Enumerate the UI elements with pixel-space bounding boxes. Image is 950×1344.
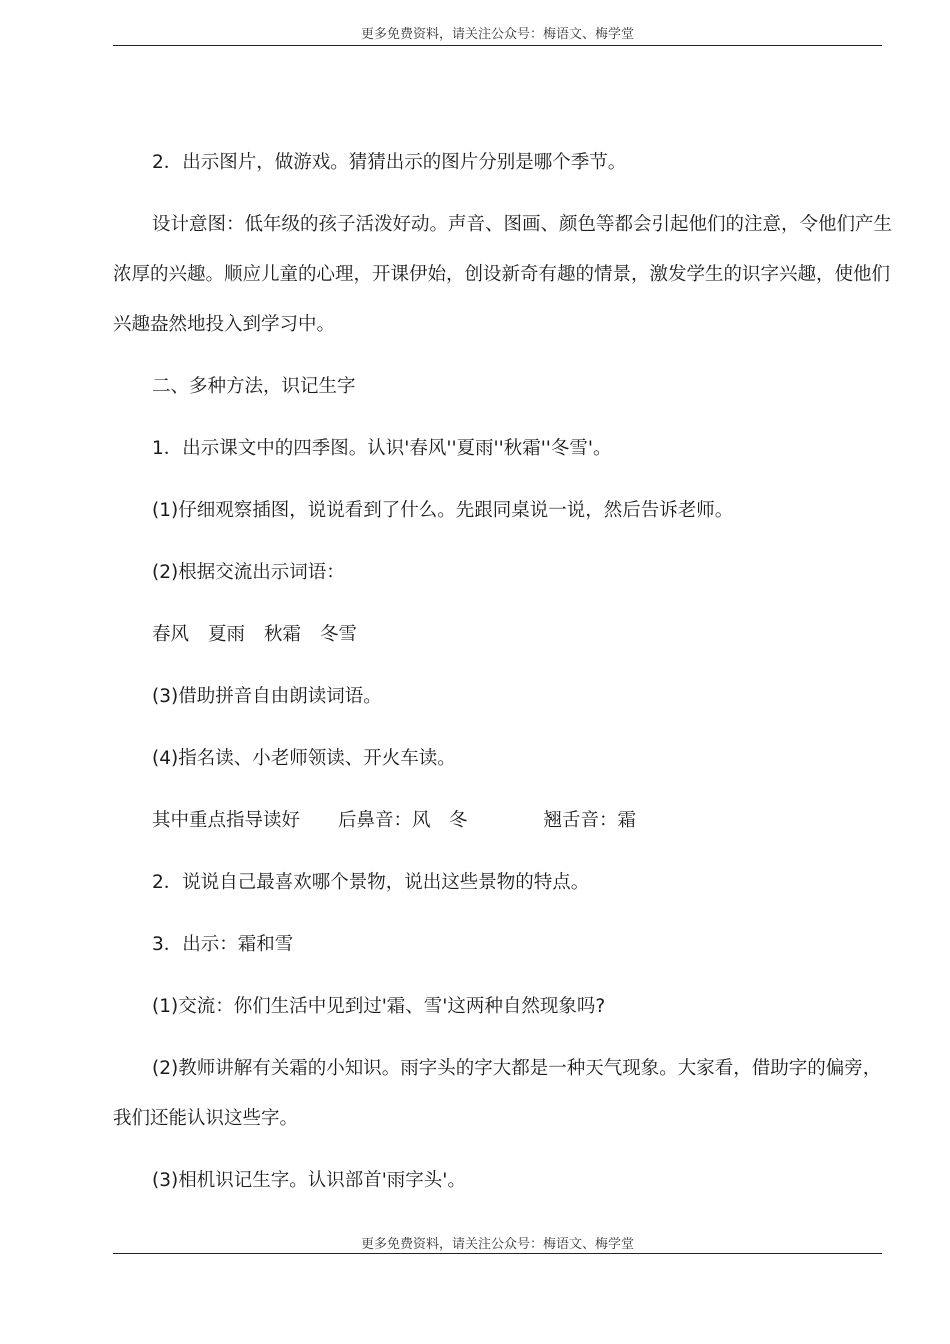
page-footer xyxy=(113,1236,882,1254)
footer-text: 更多免费资料，请关注公众号：梅语文、梅学堂 xyxy=(360,1237,634,1252)
back-nasal-words: 后鼻音：风 冬 xyxy=(338,810,468,831)
paragraph-four-seasons: 1．出示课文中的四季图。认识'春风''夏雨''秋霜''冬雪'。 xyxy=(152,438,612,459)
design-intent-line-3: 兴趣盎然地投入到学习中。 xyxy=(113,314,336,335)
paragraph-radical: (3)相机识记生字。认识部首'雨字头'。 xyxy=(152,1170,466,1191)
word-item: 冬雪 xyxy=(320,624,358,645)
paragraph-key-pronunciation xyxy=(152,808,922,834)
retroflex-words: 翘舌音：霜 xyxy=(543,810,637,831)
word-item: 春风 xyxy=(152,624,190,645)
key-pronunciation-lead: 其中重点指导读好 xyxy=(152,810,301,831)
paragraph-frost-snow: 3．出示：霜和雪 xyxy=(152,934,294,955)
page-header xyxy=(113,26,882,46)
word-item: 夏雨 xyxy=(208,624,246,645)
paragraph-show-words: (2)根据交流出示词语： xyxy=(152,562,345,583)
design-intent-line-2: 浓厚的兴趣。顺应儿童的心理，开课伊始，创设新奇有趣的情景，激发学生的识字兴趣，使他们 xyxy=(113,264,891,285)
word-item: 秋霜 xyxy=(264,624,302,645)
section-title-methods: 二、多种方法，识记生字 xyxy=(152,376,356,397)
paragraph-favorite-scene: 2．说说自己最喜欢哪个景物，说出这些景物的特点。 xyxy=(152,872,590,893)
teacher-explanation-line-2: 我们还能认识这些字。 xyxy=(113,1108,299,1129)
word-list xyxy=(152,622,922,648)
paragraph-observe: (1)仔细观察插图，说说看到了什么。先跟同桌说一说，然后告诉老师。 xyxy=(152,500,734,521)
design-intent-line-1: 设计意图：低年级的孩子活泼好动。声音、图画、颜色等都会引起他们的注意，令他们产生 xyxy=(152,214,893,235)
paragraph-discussion: (1)交流：你们生活中见到过'霜、雪'这两种自然现象吗? xyxy=(152,996,606,1017)
paragraph-pinyin-reading: (3)借助拼音自由朗读词语。 xyxy=(152,686,382,707)
teacher-explanation-line-1: (2)教师讲解有关霜的小知识。雨字头的字大都是一种天气现象。大家看，借助字的偏旁， xyxy=(152,1058,882,1079)
paragraph-reading-methods: (4)指名读、小老师领读、开火车读。 xyxy=(152,748,456,769)
header-text: 更多免费资料，请关注公众号：梅语文、梅学堂 xyxy=(360,27,634,42)
paragraph-show-pictures: 2．出示图片，做游戏。猜猜出示的图片分别是哪个季节。 xyxy=(152,152,627,173)
